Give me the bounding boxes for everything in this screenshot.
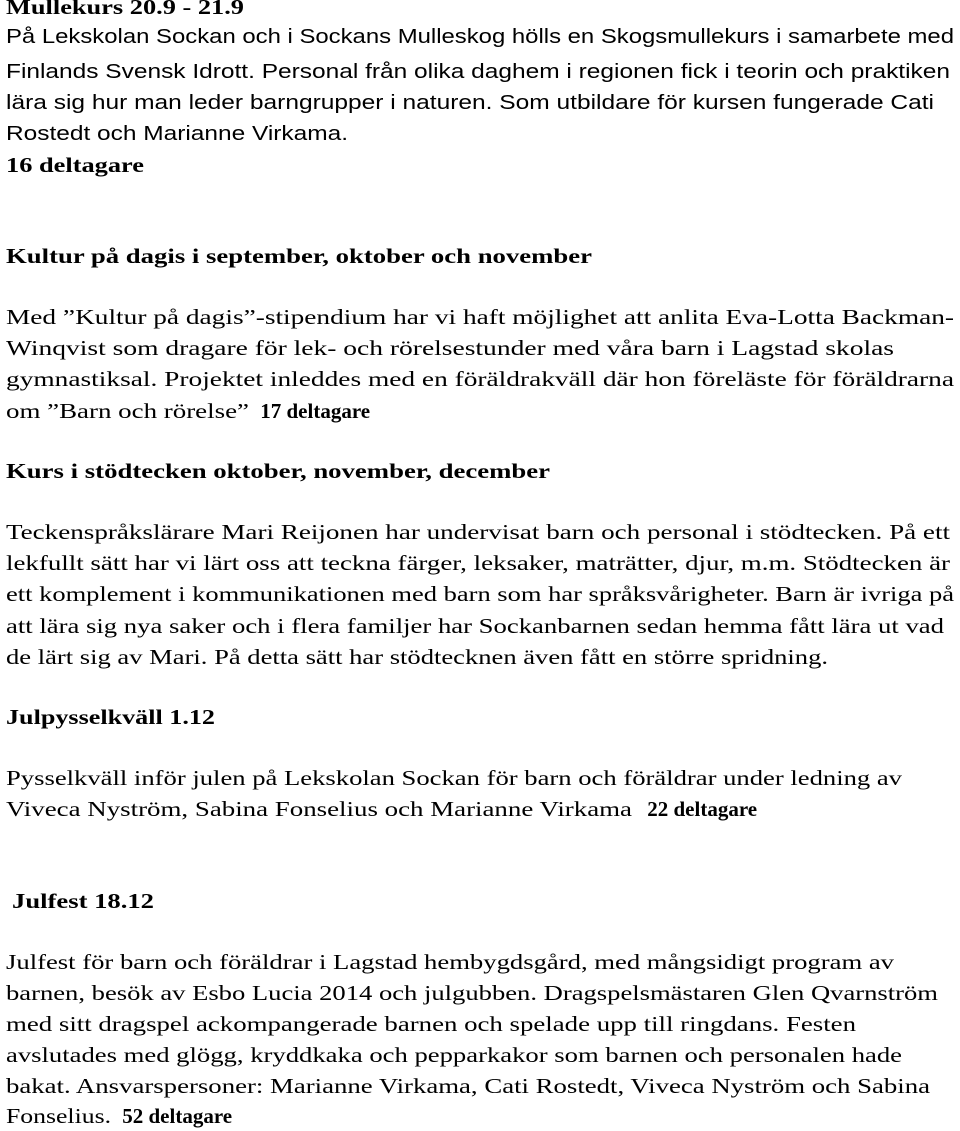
- paragraph-line: att lära sig nya saker och i flera familjer har Sockanbarnen sedan hemma fått lära ut vad: [6, 614, 944, 638]
- paragraph-line: barnen, besök av Esbo Lucia 2014 och julgubben. Dragspelsmästaren Glen Qvarnström: [6, 981, 938, 1005]
- participants-count: 17 deltagare: [260, 399, 371, 423]
- participants-count: 52 deltagare: [122, 1104, 233, 1128]
- paragraph-line: lekfullt sätt har vi lärt oss att teckna färger, leksaker, maträtter, djur, m.m. Stödtecken är: [6, 551, 950, 575]
- paragraph-line: Pysselkväll inför julen på Lekskolan Sockan för barn och föräldrar under ledning av: [6, 766, 902, 790]
- paragraph-line: Rostedt och Marianne Virkama.: [6, 123, 348, 145]
- paragraph-line: Finlands Svensk Idrott. Personal från olika daghem i regionen fick i teorin och praktiken: [6, 61, 950, 83]
- paragraph-line: Fonselius. 52 deltagare: [6, 1104, 233, 1128]
- paragraph-line: de lärt sig av Mari. På detta sätt har stödtecknen även fått en större spridning.: [6, 645, 828, 669]
- paragraph-line: På Lekskolan Sockan och i Sockans Mulleskog hölls en Skogsmullekurs i samarbete med: [6, 26, 954, 48]
- paragraph-line: Julfest för barn och föräldrar i Lagstad hembygdsgård, med mångsidigt program av: [6, 950, 895, 974]
- paragraph-line: gymnastiksal. Projektet inleddes med en föräldrakväll där hon föreläste för föräldrarna: [6, 367, 954, 391]
- paragraph-line: lära sig hur man leder barngrupper i naturen. Som utbildare för kursen fungerade Cati: [6, 92, 934, 114]
- heading-kurs-i-stodtecken: Kurs i stödtecken oktober, november, december: [6, 459, 550, 483]
- paragraph-line: ett komplement i kommunikationen med barn som har språksvårigheter. Barn är ivriga på: [6, 582, 954, 606]
- paragraph-line: Viveca Nyström, Sabina Fonselius och Marianne Virkama 22 deltagare: [6, 797, 758, 821]
- paragraph-line: bakat. Ansvarspersoner: Marianne Virkama, Cati Rostedt, Viveca Nyström och Sabina: [6, 1074, 930, 1098]
- paragraph-line: avslutades med glögg, kryddkaka och pepparkakor som barnen och personalen hade: [6, 1043, 902, 1067]
- heading-julpysselkvall: Julpysselkväll 1.12: [6, 705, 215, 729]
- participants-count: 22 deltagare: [647, 797, 758, 821]
- paragraph-line: Med ”Kultur på dagis”-stipendium har vi haft möjlighet att anlita Eva-Lotta Backman-: [6, 305, 954, 329]
- heading-kultur-pa-dagis: Kultur på dagis i september, oktober och november: [6, 244, 592, 268]
- paragraph-line: med sitt dragspel ackompangerade barnen och spelade upp till ringdans. Festen: [6, 1012, 856, 1036]
- paragraph-line: Winqvist som dragare för lek- och rörelsestunder med våra barn i Lagstad skolas: [6, 336, 894, 360]
- participants-count: 16 deltagare: [6, 153, 144, 177]
- paragraph-line: Teckenspråkslärare Mari Reijonen har undervisat barn och personal i stödtecken. På ett: [6, 520, 950, 544]
- heading-julfest: Julfest 18.12: [12, 889, 154, 913]
- heading-mullekurs: Mullekurs 20.9 - 21.9: [6, 0, 244, 19]
- paragraph-line: om ”Barn och rörelse” 17 deltagare: [6, 399, 371, 423]
